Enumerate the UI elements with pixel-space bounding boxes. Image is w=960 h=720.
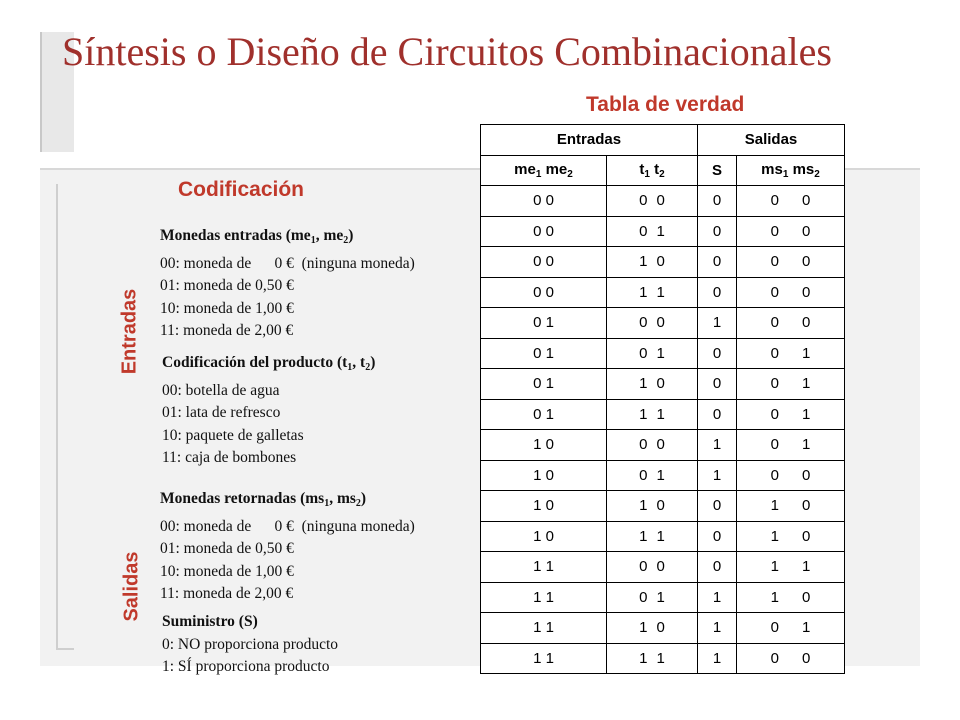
code-line: 10: moneda de 1,00 €	[160, 562, 294, 580]
table-row	[481, 552, 845, 583]
salidas-side-label: Salidas	[120, 551, 143, 622]
cell-ms: 0 1	[737, 369, 845, 400]
cell-me: 0 0	[481, 186, 607, 217]
monedas-entradas-heading: Monedas entradas ($me_1$, $me_2$)	[160, 227, 354, 246]
cell-me: 1 1	[481, 552, 607, 583]
cell-me: 0 0	[481, 216, 607, 247]
cell-t: 0 1	[607, 216, 698, 247]
cell-ms: 0 1	[737, 399, 845, 430]
cell-s: 0	[698, 277, 737, 308]
table-row	[481, 277, 845, 308]
suministro-heading: Suministro (S)	[162, 613, 258, 630]
cell-s: 0	[698, 369, 737, 400]
truth-table-title: Tabla de verdad	[586, 93, 745, 116]
cell-t: 0 0	[607, 552, 698, 583]
cell-s: 0	[698, 399, 737, 430]
cell-me: 1 0	[481, 521, 607, 552]
cell-t: 1 1	[607, 521, 698, 552]
code-line: 01: lata de refresco	[162, 404, 281, 421]
cell-s: 1	[698, 460, 737, 491]
table-row	[481, 186, 845, 217]
cell-me: 1 1	[481, 582, 607, 613]
cell-me: 0 1	[481, 369, 607, 400]
cell-s: 0	[698, 216, 737, 247]
codificacion-title: Codificación	[178, 178, 305, 201]
cell-ms: 0 1	[737, 613, 845, 644]
cell-me: 0 1	[481, 399, 607, 430]
cell-t: 1 1	[607, 399, 698, 430]
suministro-block	[162, 611, 338, 679]
slide-title: Síntesis o Diseño de Circuitos Combinacionales	[62, 29, 832, 74]
code-line: 0: NO proporciona producto	[162, 635, 339, 653]
code-line: 00: moneda de 0 € (ninguna moneda)	[160, 517, 415, 535]
entradas-side-label: Entradas	[118, 288, 141, 375]
table-group-header-row	[481, 125, 845, 156]
cell-ms: 1 0	[737, 491, 845, 522]
cell-ms: 0 0	[737, 216, 845, 247]
cell-me: 0 0	[481, 247, 607, 278]
cell-ms: 0 0	[737, 186, 845, 217]
cell-s: 1	[698, 430, 737, 461]
cell-t: 1 1	[607, 277, 698, 308]
table-row	[481, 216, 845, 247]
cell-me: 1 0	[481, 460, 607, 491]
cell-t: 0 1	[607, 582, 698, 613]
monedas-retornadas-block	[160, 488, 415, 606]
cell-t: 1 0	[607, 491, 698, 522]
table-row	[481, 521, 845, 552]
truth-table	[480, 124, 845, 674]
cell-t: 0 0	[607, 186, 698, 217]
cell-s: 0	[698, 186, 737, 217]
col-header-s: S	[698, 155, 737, 186]
table-row	[481, 369, 845, 400]
cell-s: 0	[698, 491, 737, 522]
cell-s: 1	[698, 613, 737, 644]
cell-t: 1 0	[607, 247, 698, 278]
producto-block	[162, 352, 375, 470]
decorative-bracket	[56, 184, 74, 650]
table-row	[481, 430, 845, 461]
table-row	[481, 582, 845, 613]
table-row	[481, 247, 845, 278]
col-header-me: $me_1$ $me_2$	[481, 155, 607, 186]
table-row	[481, 491, 845, 522]
cell-ms: 0 0	[737, 247, 845, 278]
inputs-group-header: Entradas	[481, 125, 698, 156]
cell-me: 0 0	[481, 277, 607, 308]
cell-me: 0 1	[481, 308, 607, 339]
table-row	[481, 613, 845, 644]
cell-s: 1	[698, 643, 737, 674]
cell-s: 0	[698, 338, 737, 369]
code-line: 01: moneda de 0,50 €	[160, 540, 294, 557]
cell-ms: 1 0	[737, 521, 845, 552]
cell-ms: 0 0	[737, 277, 845, 308]
cell-ms: 0 0	[737, 308, 845, 339]
producto-heading: Codificación del producto ($t_1$, $t_2$)	[162, 354, 376, 373]
cell-t: 1 0	[607, 613, 698, 644]
cell-t: 0 0	[607, 430, 698, 461]
monedas-retornadas-heading: Monedas retornadas ($ms_1$, $ms_2$)	[160, 490, 367, 509]
cell-me: 0 1	[481, 338, 607, 369]
code-line: 11: caja de bombones	[162, 449, 297, 466]
code-line: 11: moneda de 2,00 €	[160, 585, 294, 602]
cell-s: 0	[698, 247, 737, 278]
cell-ms: 1 0	[737, 582, 845, 613]
truth-table-body	[481, 186, 845, 674]
monedas-entradas-block	[160, 225, 415, 343]
cell-s: 0	[698, 552, 737, 583]
code-line: 00: botella de agua	[162, 381, 280, 399]
table-row	[481, 643, 845, 674]
cell-me: 1 0	[481, 430, 607, 461]
table-row	[481, 308, 845, 339]
cell-t: 1 1	[607, 643, 698, 674]
table-row	[481, 399, 845, 430]
code-line: 00: moneda de 0 € (ninguna moneda)	[160, 254, 415, 272]
cell-t: 1 0	[607, 369, 698, 400]
cell-me: 1 1	[481, 613, 607, 644]
cell-s: 0	[698, 521, 737, 552]
cell-s: 1	[698, 582, 737, 613]
cell-ms: 0 1	[737, 338, 845, 369]
cell-ms: 1 1	[737, 552, 845, 583]
code-line: 11: moneda de 2,00 €	[160, 322, 294, 339]
cell-ms: 0 1	[737, 430, 845, 461]
cell-s: 1	[698, 308, 737, 339]
code-line: 10: paquete de galletas	[162, 426, 304, 444]
table-row	[481, 338, 845, 369]
code-line: 10: moneda de 1,00 €	[160, 299, 294, 317]
code-line: 01: moneda de 0,50 €	[160, 277, 294, 294]
cell-ms: 0 0	[737, 460, 845, 491]
col-header-ms: $ms_1$ $ms_2$	[737, 155, 845, 186]
col-header-t: $t_1$ $t_2$	[607, 155, 698, 186]
cell-me: 1 0	[481, 491, 607, 522]
cell-t: 0 1	[607, 460, 698, 491]
table-column-header-row	[481, 155, 845, 186]
cell-t: 0 1	[607, 338, 698, 369]
cell-ms: 0 0	[737, 643, 845, 674]
table-row	[481, 460, 845, 491]
cell-t: 0 0	[607, 308, 698, 339]
outputs-group-header: Salidas	[698, 125, 845, 156]
code-line: 1: SÍ proporciona producto	[162, 658, 330, 675]
cell-me: 1 1	[481, 643, 607, 674]
